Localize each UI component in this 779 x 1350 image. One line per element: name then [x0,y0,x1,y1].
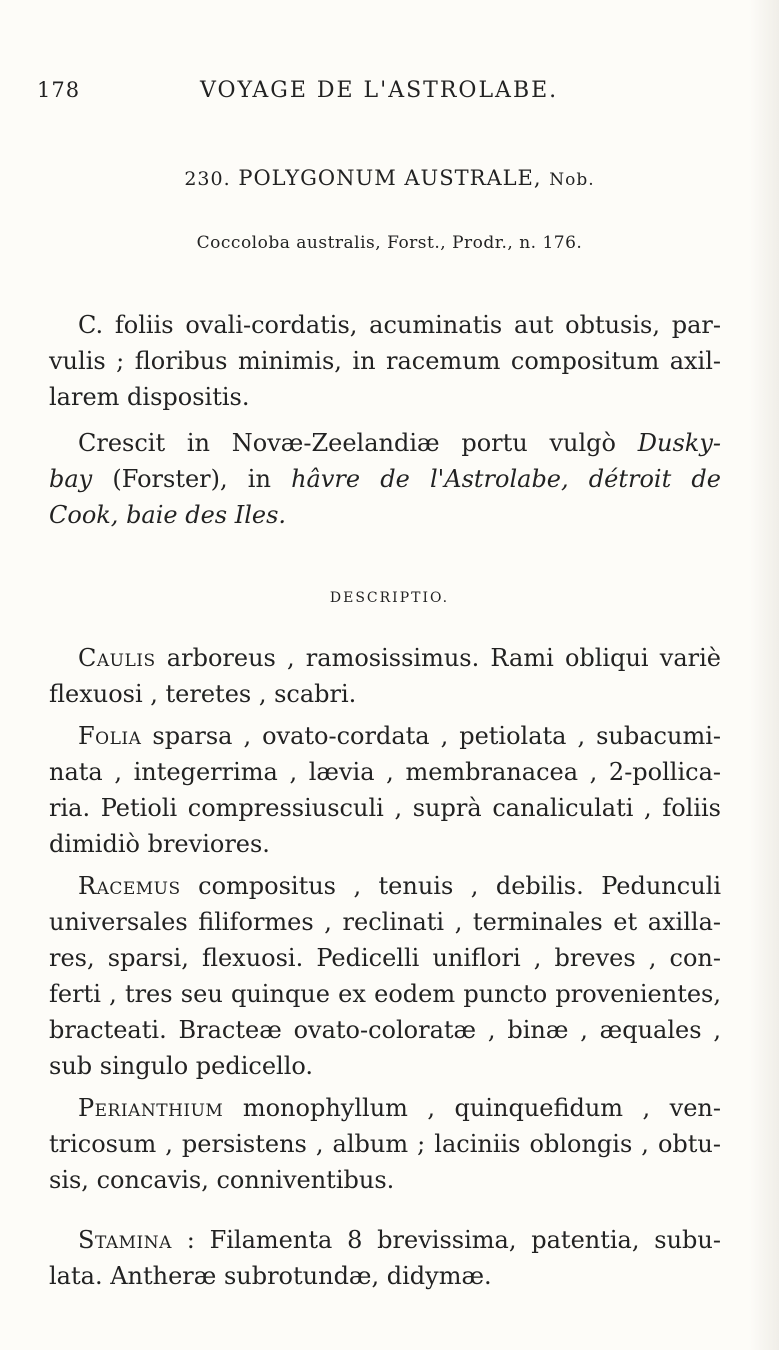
habitat-text: Crescit in Novæ-Zeelandiæ portu vulgò [78,429,616,457]
diagnosis-line: larem dispositis. [49,383,250,411]
description-line: bracteati. Bracteæ ovato-coloratæ , binæ , æquales , [49,1016,721,1044]
diagnosis-line: vulis ; floribus minimis, in racemum compositum axil- [49,347,721,375]
description-line: sis, concavis, conniventibus. [49,1166,395,1194]
description-text: arboreus , ramosissimus. Rami obliqui variè [166,644,721,672]
habitat-text: (Forster), in [112,465,271,493]
description-line: tricosum , persistens , album ; laciniis oblongis , obtu- [49,1130,721,1158]
description-text: sparsa , ovato-cordata , petiolata , subacumi- [152,722,721,750]
species-heading [0,166,779,190]
description-line [78,1090,721,1126]
habitat-locality: Cook, baie des Iles. [49,501,287,529]
diagnosis-line: C. foliis ovali-cordatis, acuminatis aut obtusis, par- [78,311,721,339]
species-name: POLYGONUM AUSTRALE, [238,166,542,190]
running-head [37,78,577,108]
habitat-locality: bay [49,465,93,493]
habitat-locality: hâvre de l'Astrolabe, détroit de [291,465,721,493]
description-line: lata. Antheræ subrotundæ, didymæ. [49,1262,492,1290]
habitat-line [49,497,721,533]
habitat-locality: Dusky- [637,429,721,457]
description-line: nata , integerrima , lævia , membranacea , 2-pollica- [49,758,721,786]
organ-term: Folia [78,722,142,750]
page-number: 178 [37,78,81,102]
description-line [78,640,721,676]
description-text: monophyllum , quinquefidum , ven- [242,1094,721,1122]
section-heading: DESCRIPTIO. [329,590,450,606]
organ-term: Caulis [78,644,156,672]
running-title: VOYAGE DE L'ASTROLABE. [200,78,559,103]
organ-term: Stamina [78,1226,172,1254]
description-line: dimidiò breviores. [49,830,270,858]
description-line [78,868,721,904]
description-text: : Filamenta 8 brevissima, patentia, subu- [186,1226,721,1254]
description-line: flexuosi , teretes , scabri. [49,680,357,708]
entry-number: 230. [184,168,231,190]
description-line: universales filiformes , reclinati , terminales et axilla- [49,908,721,936]
page-gutter-shadow [749,0,779,1350]
description-line: ferti , tres seu quinque ex eodem puncto provenientes, [49,980,721,1008]
description-line [78,1222,721,1258]
organ-term: Perianthium [78,1094,224,1122]
habitat-line [78,425,721,461]
description-text: compositus , tenuis , debilis. Pedunculi [198,872,721,900]
description-line: res, sparsi, flexuosi. Pedicelli uniflori , breves , con- [49,944,721,972]
description-line: ria. Petioli compressiusculi , suprà canaliculati , foliis [49,794,721,822]
description-line: sub singulo pedicello. [49,1052,314,1080]
species-authority: Nob. [549,170,595,190]
synonym-line: Coccoloba australis, Forst., Prodr., n. 176. [196,233,583,253]
description-line [78,718,721,754]
habitat-line [49,461,721,497]
organ-term: Racemus [78,872,181,900]
